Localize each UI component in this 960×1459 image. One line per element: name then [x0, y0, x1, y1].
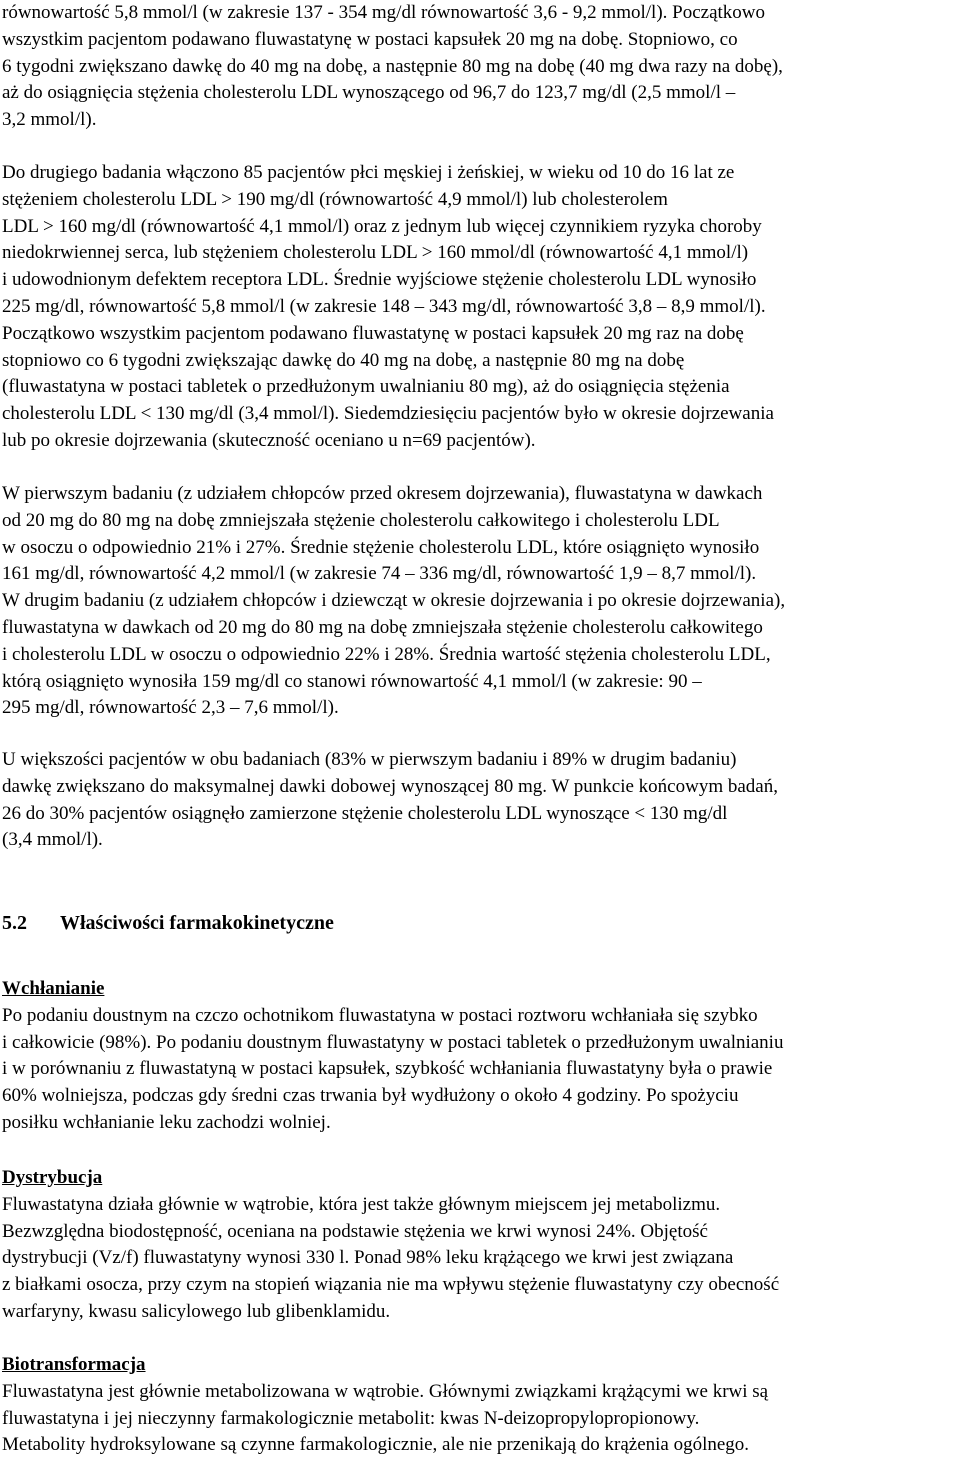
text-line: w osoczu o odpowiednio 21% i 27%. Średnie stężenie cholesterolu LDL, które osiągnięto wynosiło — [2, 536, 760, 558]
text-line: 6 tygodni zwiększano dawkę do 40 mg na dobę, a następnie 80 mg na dobę (40 mg dwa razy na dobę), — [2, 55, 783, 77]
text-line: Metabolity hydroksylowane są czynne farmakologicznie, ale nie przenikają do krążenia ogólnego. — [2, 1434, 750, 1456]
text-line: aż do osiągnięcia stężenia cholesterolu LDL wynoszącego od 96,7 do 123,7 mg/dl (2,5 mmol/l – — [2, 82, 736, 104]
text-line: W drugim badaniu (z udziałem chłopców i dziewcząt w okresie dojrzewania i po okresie dojrzewania), — [2, 590, 786, 612]
text-line: lub po okresie dojrzewania (skuteczność oceniano u n=69 pacjentów). — [2, 429, 536, 451]
section-heading — [2, 908, 958, 938]
text-line: (3,4 mmol/l). — [2, 829, 103, 851]
text-line: stopniowo co 6 tygodni zwiększając dawkę do 40 mg na dobę, a następnie 80 mg na dobę — [2, 349, 685, 371]
text-line: niedokrwiennej serca, lub stężeniem cholesterolu LDL > 160 mmol/dl (równowartość 4,1 mmol/l) — [2, 242, 749, 264]
text-line: stężeniem cholesterolu LDL > 190 mg/dl (równowartość 4,9 mmol/l) lub cholesterolem — [2, 188, 668, 210]
paragraph-2 — [2, 160, 958, 455]
text-line: którą osiągnięto wynosiła 159 mg/dl co stanowi równowartość 4,1 mmol/l (w zakresie: 90 – — [2, 670, 702, 692]
text-line: dystrybucji (Vz/f) fluwastatyny wynosi 330 l. Ponad 98% leku krążącego we krwi jest związana — [2, 1247, 734, 1269]
subsection-title: Dystrybucja — [2, 1167, 103, 1188]
text-line: Fluwastatyna jest głównie metabolizowana w wątrobie. Głównymi związkami krążącymi we krwi są — [2, 1380, 769, 1402]
text-line: wszystkim pacjentom podawano fluwastatynę w postaci kapsułek 20 mg na dobę. Stopniowo, co — [2, 28, 738, 50]
text-line: Fluwastatyna działa głównie w wątrobie, która jest także głównym miejscem jej metabolizmu. — [2, 1193, 721, 1215]
paragraph-1 — [2, 0, 958, 134]
paragraph-3 — [2, 481, 958, 722]
text-line: Do drugiego badania włączono 85 pacjentów płci męskiej i żeńskiej, w wieku od 10 do 16 lat ze — [2, 162, 735, 183]
text-line: i cholesterolu LDL w osoczu o odpowiednio 22% i 28%. Średnia wartość stężenia cholesterolu LDL, — [2, 643, 771, 665]
text-line: 225 mg/dl, równowartość 5,8 mmol/l (w zakresie 148 – 343 mg/dl, równowartość 3,8 – 8,9 mmol/l). — [2, 295, 766, 317]
text-line: od 20 mg do 80 mg na dobę zmniejszała stężenie cholesterolu całkowitego i cholesterolu LDL — [2, 509, 720, 531]
text-line: i w porównaniu z fluwastatyną w postaci kapsułek, szybkość wchłaniania fluwastatyny była o prawie — [2, 1058, 773, 1080]
subsection-biotransformacja — [2, 1352, 958, 1459]
text-line: 3,2 mmol/l). — [2, 109, 97, 131]
text-line: 26 do 30% pacjentów osiągnęło zamierzone stężenie cholesterolu LDL wynoszące < 130 mg/dl — [2, 802, 728, 824]
text-line: 295 mg/dl, równowartość 2,3 – 7,6 mmol/l). — [2, 697, 339, 719]
text-line: fluwastatyna w dawkach od 20 mg do 80 mg na dobę zmniejszała stężenie cholesterolu całkowitego — [2, 616, 763, 638]
text-line: i całkowicie (98%). Po podaniu doustnym fluwastatyny w postaci tabletek o przedłużonym uwalnianiu — [2, 1031, 784, 1053]
section-title: Właściwości farmakokinetyczne — [60, 912, 334, 934]
text-line: Bezwzględna biodostępność, oceniana na podstawie stężenia we krwi wynosi 24%. Objętość — [2, 1220, 708, 1242]
subsection-title: Biotransformacja — [2, 1354, 146, 1375]
text-line: warfaryny, kwasu salicylowego lub glibenklamidu. — [2, 1300, 391, 1322]
subsection-title: Wchłanianie — [2, 978, 105, 999]
subsection-dystrybucja — [2, 1165, 958, 1326]
text-line: cholesterolu LDL < 130 mg/dl (3,4 mmol/l). Siedemdziesięciu pacjentów było w okresie dojrzewania — [2, 403, 774, 425]
text-line: U większości pacjentów w obu badaniach (83% w pierwszym badaniu i 89% w drugim badaniu) — [2, 749, 737, 770]
text-line: LDL > 160 mg/dl (równowartość 4,1 mmol/l) oraz z jednym lub więcej czynnikiem ryzyka choroby — [2, 215, 762, 237]
text-line: posiłku wchłanianie leku zachodzi wolniej. — [2, 1111, 331, 1133]
text-line: Początkowo wszystkim pacjentom podawano fluwastatynę w postaci kapsułek 20 mg raz na dobę — [2, 322, 744, 344]
text-line: z białkami osocza, przy czym na stopień wiązania nie ma wpływu stężenie fluwastatyny czy obecność — [2, 1274, 780, 1296]
text-line: 60% wolniejsza, podczas gdy średni czas trwania był wydłużony o około 4 godziny. Po spożyciu — [2, 1085, 739, 1107]
text-line: 161 mg/dl, równowartość 4,2 mmol/l (w zakresie 74 – 336 mg/dl, równowartość 1,9 – 8,7 mmol/l). — [2, 563, 757, 585]
text-line: W pierwszym badaniu (z udziałem chłopców przed okresem dojrzewania), fluwastatyna w dawkach — [2, 483, 763, 504]
text-line: Po podaniu doustnym na czczo ochotnikom fluwastatyna w postaci roztworu wchłaniała się szybko — [2, 1004, 758, 1026]
text-line: (fluwastatyna w postaci tabletek o przedłużonym uwalnianiu 80 mg), aż do osiągnięcia stężenia — [2, 376, 730, 398]
text-line: fluwastatyna i jej nieczynny farmakologicznie metabolit: kwas N-deizopropylopropionowy. — [2, 1407, 700, 1429]
text-line: dawkę zwiększano do maksymalnej dawki dobowej wynoszącej 80 mg. W punkcie końcowym badań, — [2, 775, 778, 797]
text-line: i udowodnionym defektem receptora LDL. Średnie wyjściowe stężenie cholesterolu LDL wynosiło — [2, 269, 757, 291]
text-line: równowartość 5,8 mmol/l (w zakresie 137 - 354 mg/dl równowartość 3,6 - 9,2 mmol/l). Początkowo — [2, 2, 766, 23]
paragraph-4 — [2, 747, 958, 854]
subsection-wchlanianie — [2, 976, 958, 1137]
section-number: 5.2 — [2, 912, 27, 934]
